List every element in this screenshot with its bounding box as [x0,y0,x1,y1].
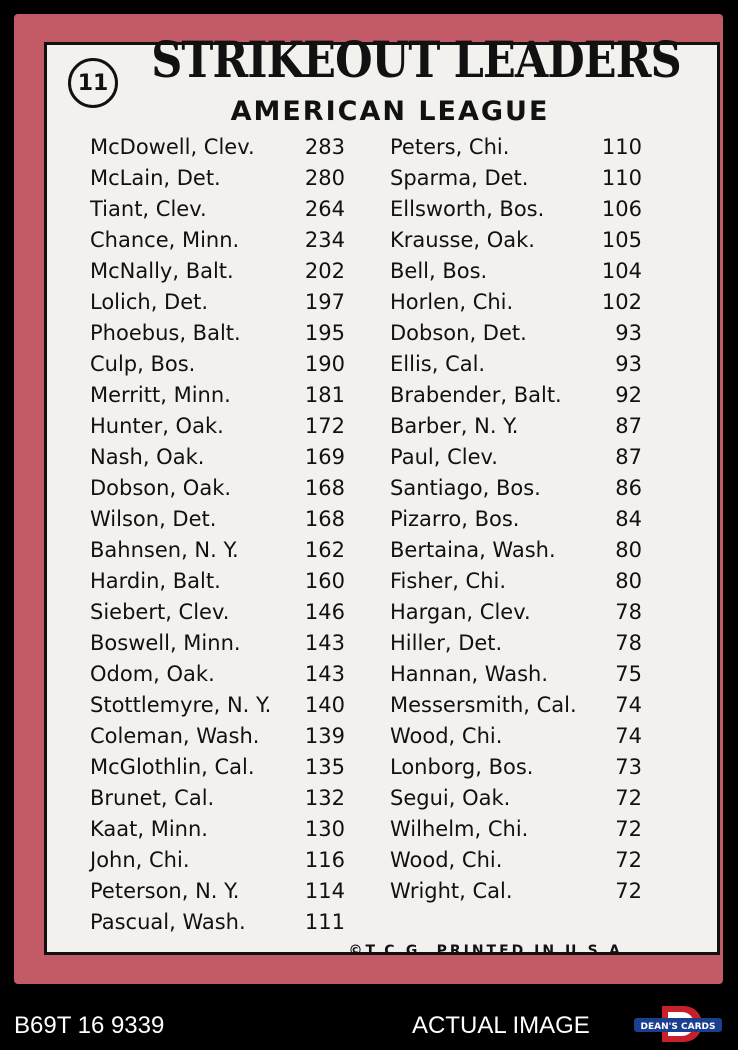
strikeout-count: 74 [615,693,642,717]
strikeout-count: 93 [615,321,642,345]
pitcher-name: Barber, N. Y. [390,414,519,438]
strikeout-count: 202 [304,259,345,283]
strikeout-count: 168 [304,476,345,500]
pitcher-name: Wilson, Det. [90,507,217,531]
deans-cards-logo-icon [632,1004,724,1044]
strikeout-count: 106 [601,197,642,221]
league-subtitle: AMERICAN LEAGUE [230,96,550,127]
leader-row [390,194,642,225]
card-title: STRIKEOUT LEADERS [151,30,681,89]
strikeout-count: 169 [304,445,345,469]
pitcher-name: Phoebus, Balt. [90,321,241,345]
pitcher-name: Brunet, Cal. [90,786,215,810]
strikeout-count: 110 [601,135,642,159]
pitcher-name: Ellis, Cal. [390,352,486,376]
leader-row [90,194,345,225]
leader-row [90,163,345,194]
strikeout-count: 162 [304,538,345,562]
leader-row [90,907,345,938]
leader-row [90,380,345,411]
strikeout-count: 140 [304,693,345,717]
strikeout-count: 87 [615,414,642,438]
pitcher-name: McDowell, Clev. [90,135,255,159]
strikeout-count: 72 [615,817,642,841]
pitcher-name: Dobson, Oak. [90,476,232,500]
leader-row [90,845,345,876]
strikeout-count: 80 [615,538,642,562]
leader-row [90,442,345,473]
pitcher-name: Peterson, N. Y. [90,879,240,903]
strikeout-count: 132 [304,786,345,810]
strikeout-count: 110 [601,166,642,190]
strikeout-count: 181 [304,383,345,407]
pitcher-name: Odom, Oak. [90,662,215,686]
leader-row [90,659,345,690]
pitcher-name: Wood, Chi. [390,848,503,872]
strikeout-count: 160 [304,569,345,593]
leader-row [390,535,642,566]
card-number: 11 [77,70,109,96]
strikeout-count: 139 [304,724,345,748]
strikeout-count: 264 [304,197,345,221]
pitcher-name: Merritt, Minn. [90,383,231,407]
pitcher-name: Chance, Minn. [90,228,240,252]
leader-row [390,318,642,349]
strikeout-count: 72 [615,848,642,872]
pitcher-name: Hannan, Wash. [390,662,549,686]
leader-row [90,225,345,256]
pitcher-name: Coleman, Wash. [90,724,260,748]
strikeout-count: 197 [304,290,345,314]
strikeout-count: 86 [615,476,642,500]
pitcher-name: Kaat, Minn. [90,817,208,841]
strikeout-count: 116 [304,848,345,872]
leader-row [90,597,345,628]
strikeout-count: 80 [615,569,642,593]
leader-row [390,163,642,194]
leader-row [90,318,345,349]
strikeout-count: 72 [615,879,642,903]
pitcher-name: Santiago, Bos. [390,476,541,500]
leader-row [390,628,642,659]
leader-row [390,597,642,628]
leader-row [390,287,642,318]
pitcher-name: Pascual, Wash. [90,910,246,934]
strikeout-count: 78 [615,600,642,624]
strikeout-count: 93 [615,352,642,376]
strikeout-count: 143 [304,631,345,655]
pitcher-name: Wright, Cal. [390,879,513,903]
pitcher-name: Ellsworth, Bos. [390,197,545,221]
strikeout-count: 78 [615,631,642,655]
leader-row [90,535,345,566]
strikeout-count: 114 [304,879,345,903]
leader-row [90,628,345,659]
pitcher-name: Peters, Chi. [390,135,510,159]
leader-row [390,752,642,783]
leader-row [390,473,642,504]
pitcher-name: Horlen, Chi. [390,290,514,314]
pitcher-name: Brabender, Balt. [390,383,562,407]
leader-row [90,256,345,287]
leader-row [390,225,642,256]
cert-id: B69T 16 9339 [14,1012,165,1039]
strikeout-count: 111 [304,910,345,934]
leader-row [90,287,345,318]
leader-row [390,783,642,814]
pitcher-name: Dobson, Det. [390,321,527,345]
strikeout-count: 102 [601,290,642,314]
pitcher-name: Tiant, Clev. [90,197,207,221]
actual-image-label: ACTUAL IMAGE [412,1012,590,1039]
pitcher-name: Siebert, Clev. [90,600,230,624]
leader-row [390,442,642,473]
leader-row [390,690,642,721]
leader-row [90,132,345,163]
pitcher-name: Bell, Bos. [390,259,488,283]
strikeout-count: 72 [615,786,642,810]
pitcher-name: Culp, Bos. [90,352,196,376]
leader-row [390,380,642,411]
pitcher-name: Segui, Oak. [390,786,511,810]
card-number-badge [68,58,118,108]
leader-row [390,566,642,597]
leader-row [90,814,345,845]
strikeout-count: 283 [304,135,345,159]
strikeout-count: 84 [615,507,642,531]
pitcher-name: Hargan, Clev. [390,600,531,624]
leader-row [90,504,345,535]
copyright-line: ©T.C.G. PRINTED IN U.S.A. [348,943,632,959]
leader-row [90,876,345,907]
strikeout-count: 234 [304,228,345,252]
strikeout-count: 73 [615,755,642,779]
strikeout-count: 105 [601,228,642,252]
pitcher-name: Paul, Clev. [390,445,498,469]
left-leaders-column [90,132,345,938]
strikeout-count: 87 [615,445,642,469]
pitcher-name: Hunter, Oak. [90,414,224,438]
pitcher-name: Boswell, Minn. [90,631,241,655]
leader-row [390,845,642,876]
strikeout-count: 280 [304,166,345,190]
pitcher-name: Sparma, Det. [390,166,529,190]
leader-row [390,504,642,535]
leader-row [90,752,345,783]
leader-row [390,132,642,163]
pitcher-name: Nash, Oak. [90,445,205,469]
leader-row [90,783,345,814]
strikeout-count: 104 [601,259,642,283]
leader-row [390,814,642,845]
strikeout-count: 168 [304,507,345,531]
strikeout-count: 135 [304,755,345,779]
pitcher-name: Hiller, Det. [390,631,503,655]
strikeout-count: 146 [304,600,345,624]
pitcher-name: Messersmith, Cal. [390,693,577,717]
pitcher-name: Fisher, Chi. [390,569,507,593]
pitcher-name: Wilhelm, Chi. [390,817,529,841]
pitcher-name: Hardin, Balt. [90,569,221,593]
pitcher-name: McNally, Balt. [90,259,234,283]
pitcher-name: Stottlemyre, N. Y. [90,693,272,717]
pitcher-name: McGlothlin, Cal. [90,755,255,779]
svg-text:DEAN'S CARDS: DEAN'S CARDS [640,1022,716,1032]
pitcher-name: John, Chi. [90,848,190,872]
strikeout-count: 75 [615,662,642,686]
pitcher-name: Bahnsen, N. Y. [90,538,239,562]
leader-row [390,876,642,907]
leader-row [390,411,642,442]
pitcher-name: Krausse, Oak. [390,228,535,252]
leader-row [90,349,345,380]
right-leaders-column [390,132,642,907]
leader-row [390,721,642,752]
strikeout-count: 92 [615,383,642,407]
leader-row [390,256,642,287]
pitcher-name: Lolich, Det. [90,290,209,314]
leader-row [390,349,642,380]
strikeout-count: 172 [304,414,345,438]
strikeout-count: 190 [304,352,345,376]
pitcher-name: Lonborg, Bos. [390,755,534,779]
leader-row [90,473,345,504]
leader-row [90,690,345,721]
pitcher-name: Pizarro, Bos. [390,507,520,531]
leader-row [390,659,642,690]
strikeout-count: 130 [304,817,345,841]
leader-row [90,411,345,442]
strikeout-count: 74 [615,724,642,748]
strikeout-count: 143 [304,662,345,686]
leader-row [90,566,345,597]
leader-row [90,721,345,752]
pitcher-name: Wood, Chi. [390,724,503,748]
strikeout-count: 195 [304,321,345,345]
pitcher-name: McLain, Det. [90,166,221,190]
pitcher-name: Bertaina, Wash. [390,538,556,562]
